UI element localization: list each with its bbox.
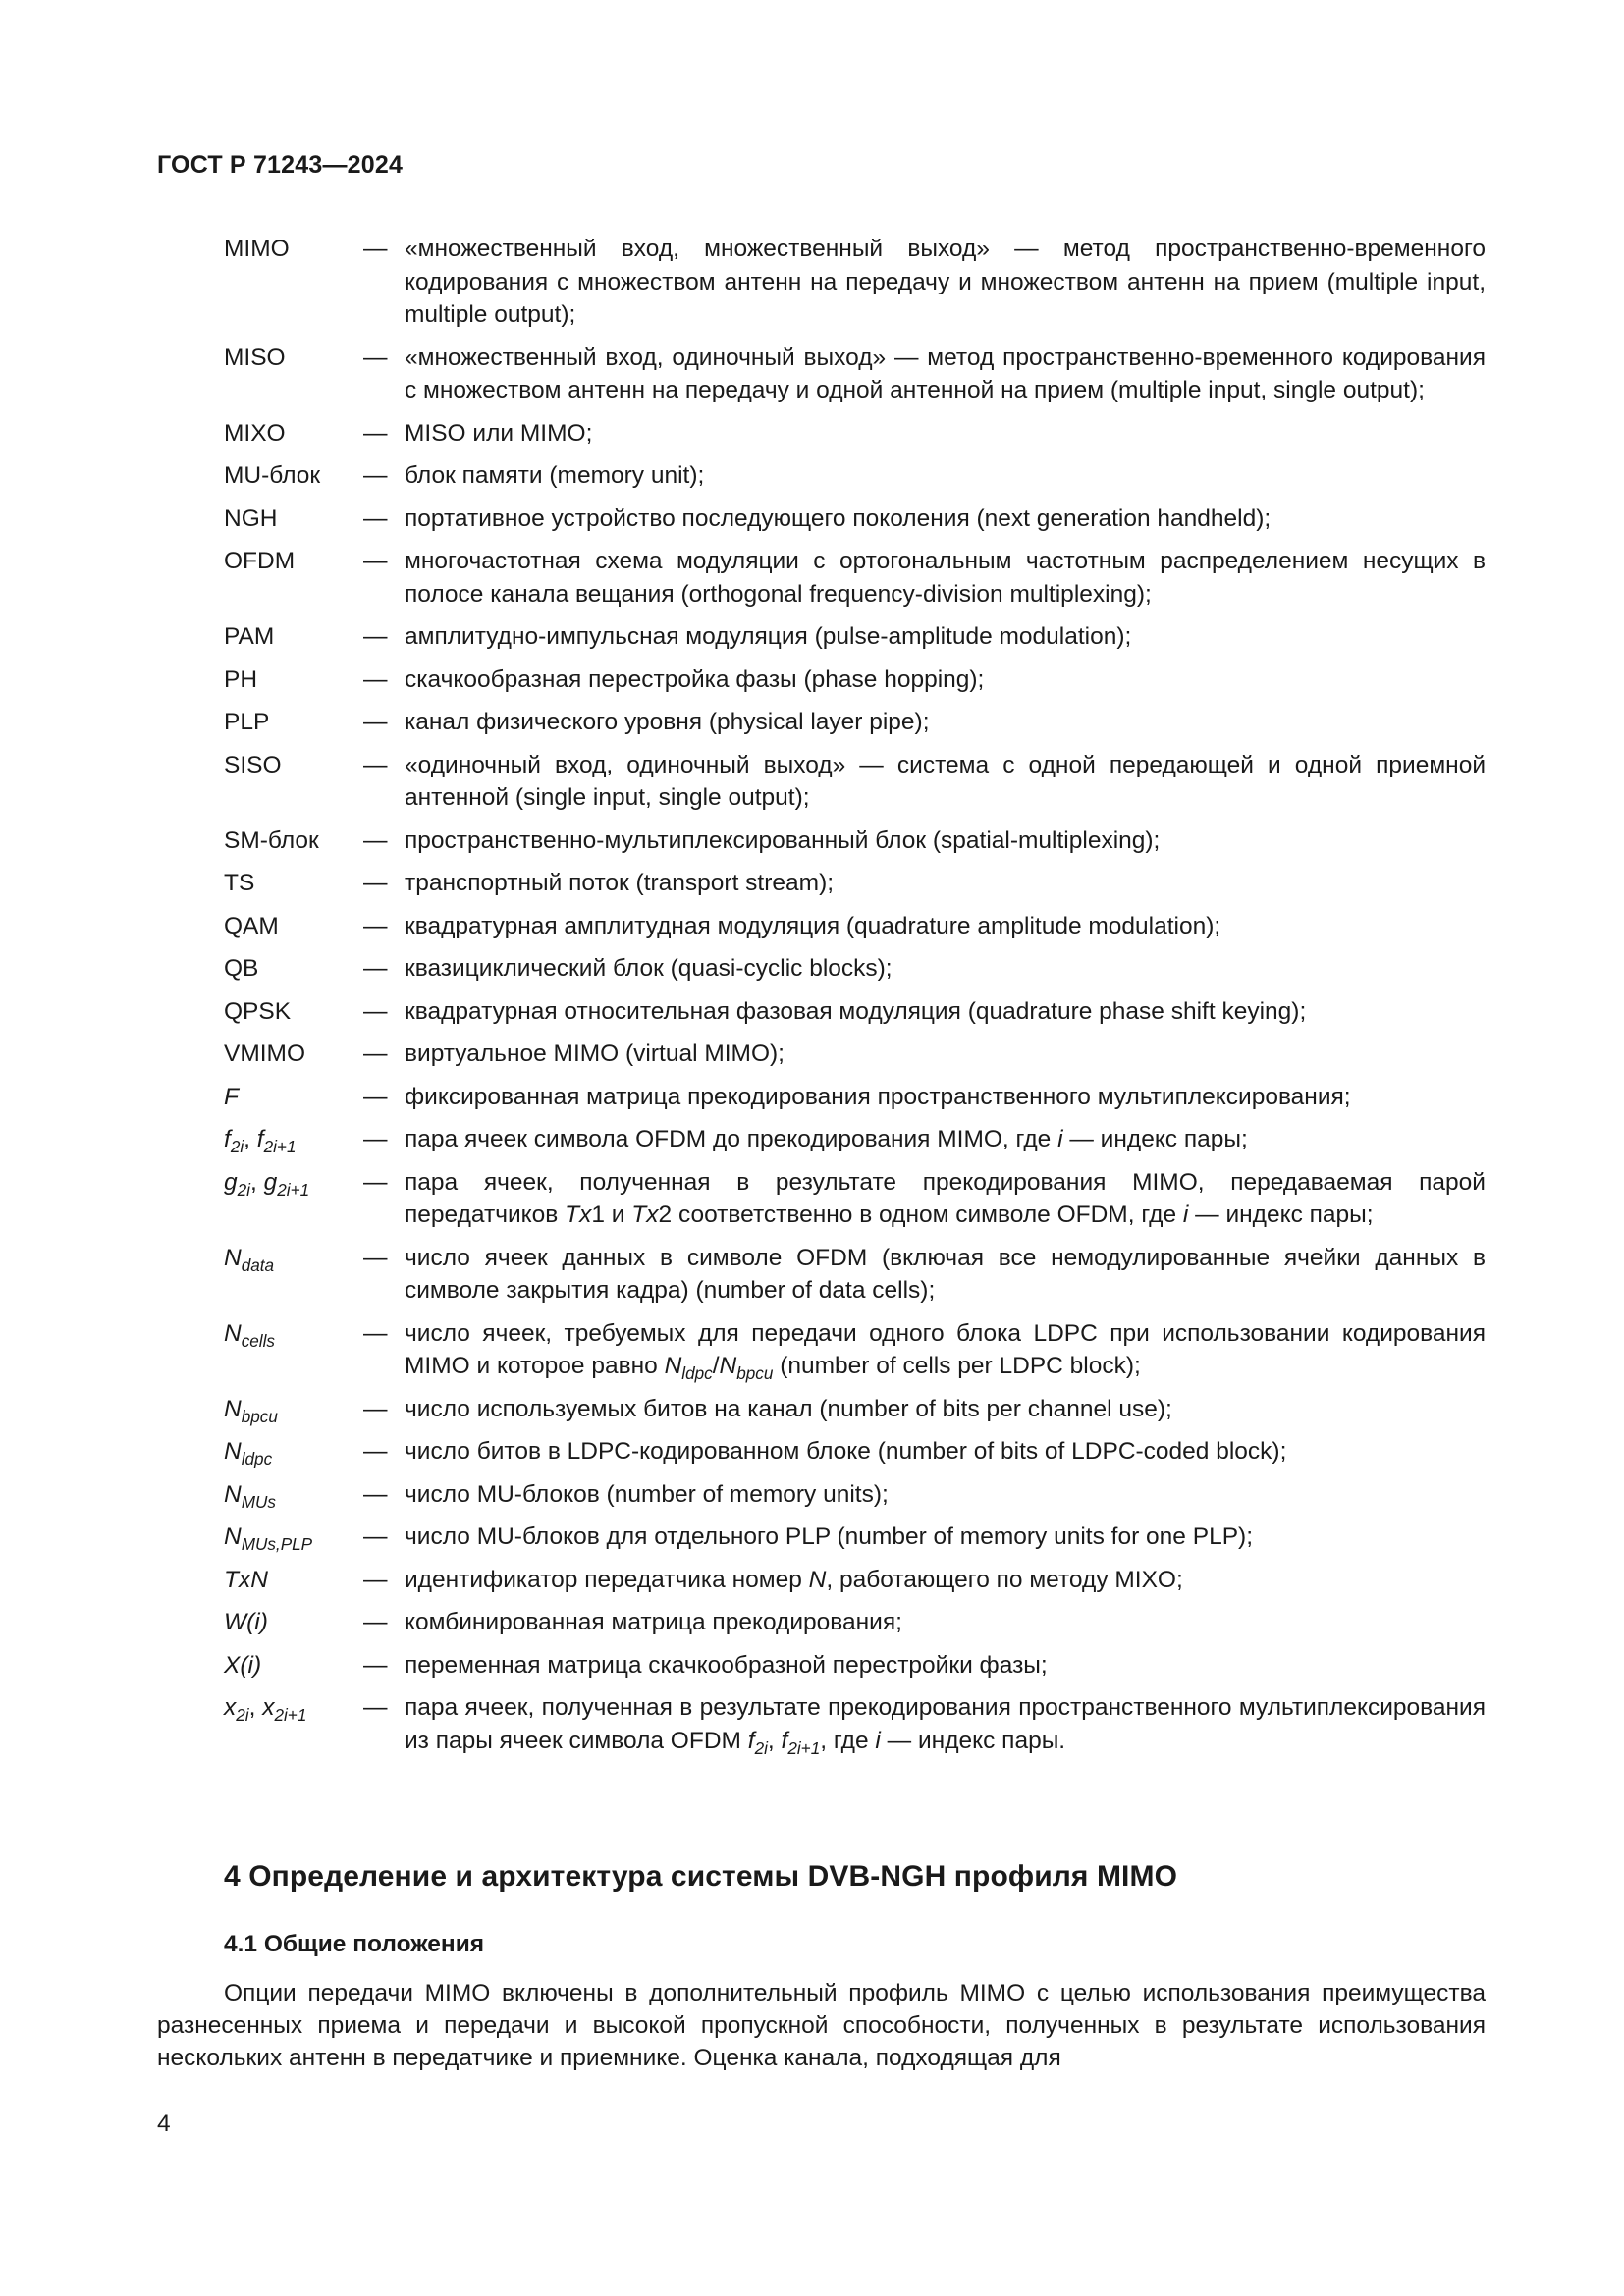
symbol-dash: — bbox=[363, 1395, 388, 1422]
symbol-definition: пара ячеек символа OFDM до прекодирования MIMO, где i — индекс пары; bbox=[405, 1126, 1248, 1152]
abbr-dash: — bbox=[363, 997, 388, 1025]
abbr-row-ts bbox=[224, 867, 1486, 900]
symbol-definition: фиксированная матрица прекодирования пространственного мультиплексирования; bbox=[405, 1083, 1351, 1110]
symbol-definition: число ячеек данных в символе OFDM (включая все немодулированные ячейки данных в символе закрытия кадра) (number of data cells); bbox=[405, 1244, 1486, 1304]
symbol-term: $N_{bpcu}$ bbox=[224, 1395, 278, 1426]
document-header: ГОСТ Р 71243—2024 bbox=[157, 151, 404, 179]
symbol-definition: переменная матрица скачкообразной перестройки фазы; bbox=[405, 1651, 1048, 1679]
symbol-term: $g_{2i}$, $g_{2i+1}$ bbox=[224, 1168, 310, 1200]
symbol-term: X(i) bbox=[224, 1651, 262, 1679]
symbol-dash: — bbox=[363, 1168, 388, 1196]
abbr-row-mixo bbox=[224, 417, 1486, 451]
abbr-definition: виртуальное MIMO (virtual MIMO); bbox=[405, 1041, 785, 1067]
abbr-term: MU-блок bbox=[224, 462, 321, 489]
abbr-definition: квадратурная амплитудная модуляция (quadrature amplitude modulation); bbox=[405, 912, 1221, 939]
symbol-dash: — bbox=[363, 1523, 388, 1550]
symbol-row-g-cells bbox=[224, 1166, 1486, 1232]
abbr-row-sm-block bbox=[224, 825, 1486, 858]
abbr-definition: MISO или MIMO; bbox=[405, 419, 593, 447]
abbr-row-ofdm bbox=[224, 545, 1486, 611]
abbr-term: QAM bbox=[224, 912, 279, 939]
abbr-definition: блок памяти (memory unit); bbox=[405, 462, 705, 489]
symbol-term: $x_{2i}$, $x_{2i+1}$ bbox=[224, 1694, 307, 1725]
symbol-row-xi bbox=[224, 1649, 1486, 1682]
abbr-definition: «множественный вход, множественный выход» — метод пространственно-временного кодирования с множеством антенн на передачу и множеством антенн на прием (multiple input, multiple output); bbox=[405, 236, 1486, 328]
symbol-dash: — bbox=[363, 1480, 388, 1508]
symbol-dash: — bbox=[363, 1651, 388, 1679]
abbr-dash: — bbox=[363, 709, 388, 735]
abbr-row-ph bbox=[224, 664, 1486, 697]
abbr-definition: квазициклический блок (quasi-cyclic blocks); bbox=[405, 955, 893, 982]
abbr-term: PAM bbox=[224, 623, 275, 650]
abbr-row-mimo bbox=[224, 233, 1486, 332]
abbr-term: SM-блок bbox=[224, 827, 319, 854]
abbreviations-list bbox=[224, 233, 1486, 1767]
abbr-definition: «одиночный вход, одиночный выход» — система с одной передающей и одной приемной антенной (single input, single output); bbox=[405, 751, 1486, 811]
symbol-row-nbpcu bbox=[224, 1393, 1486, 1426]
abbr-dash: — bbox=[363, 548, 388, 574]
abbr-dash: — bbox=[363, 236, 388, 262]
symbol-definition: число ячеек, требуемых для передачи одного блока LDPC при использовании кодирования MIMO и которое равно $N_{ldpc}/N_{bpcu}$ (number of cells per LDPC block); bbox=[405, 1319, 1486, 1383]
symbol-term: $N_{cells}$ bbox=[224, 1319, 275, 1351]
symbol-term: $N_{ldpc}$ bbox=[224, 1438, 273, 1468]
abbr-term: PLP bbox=[224, 709, 270, 735]
symbol-dash: — bbox=[363, 1694, 388, 1721]
abbr-dash: — bbox=[363, 419, 388, 447]
symbol-term: TxN bbox=[224, 1566, 268, 1593]
abbr-dash: — bbox=[363, 462, 388, 489]
abbr-definition: многочастотная схема модуляции с ортогональным частотным распределением несущих в полосе канала вещания (orthogonal frequency-division multiplexing); bbox=[405, 548, 1486, 608]
symbol-dash: — bbox=[363, 1083, 388, 1110]
abbr-row-plp bbox=[224, 706, 1486, 739]
abbr-row-qb bbox=[224, 952, 1486, 986]
abbr-term: OFDM bbox=[224, 548, 296, 574]
abbr-definition: скачкообразная перестройка фазы (phase hopping); bbox=[405, 666, 985, 693]
symbol-row-nldpc bbox=[224, 1435, 1486, 1468]
abbr-dash: — bbox=[363, 912, 388, 939]
symbol-row-nmus-plp bbox=[224, 1521, 1486, 1554]
abbr-definition: портативное устройство последующего поколения (next generation handheld); bbox=[405, 505, 1272, 532]
symbol-definition: комбинированная матрица прекодирования; bbox=[405, 1609, 902, 1635]
abbr-row-vmimo bbox=[224, 1038, 1486, 1071]
abbr-term: PH bbox=[224, 666, 258, 693]
symbol-dash: — bbox=[363, 1438, 388, 1465]
abbr-term: MIXO bbox=[224, 419, 286, 447]
abbr-term: TS bbox=[224, 870, 255, 896]
section-heading: 4 Определение и архитектура системы DVB-NGH профиля MIMO bbox=[224, 1860, 1178, 1893]
abbr-row-qam bbox=[224, 910, 1486, 943]
abbr-dash: — bbox=[363, 505, 388, 532]
symbol-row-txn bbox=[224, 1564, 1486, 1597]
symbol-dash: — bbox=[363, 1244, 388, 1271]
abbr-row-qpsk bbox=[224, 995, 1486, 1029]
abbr-term: VMIMO bbox=[224, 1041, 306, 1067]
symbol-row-x-cells bbox=[224, 1691, 1486, 1757]
symbol-row-f-matrix bbox=[224, 1081, 1486, 1114]
symbol-definition: пара ячеек, полученная в результате прекодирования пространственного мультиплексирования из пары ячеек символа OFDM $f_{2i}$, $f_{2i+1}$, где i — индекс пары. bbox=[405, 1694, 1486, 1758]
symbol-definition: число используемых битов на канал (number of bits per channel use); bbox=[405, 1395, 1172, 1422]
abbr-term: QPSK bbox=[224, 997, 292, 1025]
abbr-dash: — bbox=[363, 623, 388, 650]
symbol-term: $N_{data}$ bbox=[224, 1244, 275, 1275]
abbr-term: QB bbox=[224, 955, 259, 982]
page-number: 4 bbox=[157, 2110, 171, 2137]
abbr-dash: — bbox=[363, 344, 388, 371]
symbol-dash: — bbox=[363, 1609, 388, 1635]
symbol-dash: — bbox=[363, 1126, 388, 1152]
subsection-heading: 4.1 Общие положения bbox=[224, 1931, 485, 1957]
abbr-dash: — bbox=[363, 955, 388, 982]
abbr-dash: — bbox=[363, 1041, 388, 1067]
abbr-dash: — bbox=[363, 870, 388, 896]
abbr-row-pam bbox=[224, 620, 1486, 654]
abbr-row-miso bbox=[224, 342, 1486, 407]
abbr-definition: амплитудно-импульсная модуляция (pulse-amplitude modulation); bbox=[405, 623, 1132, 650]
symbol-term: $N_{MUs}$ bbox=[224, 1480, 276, 1512]
body-paragraph: Опции передачи MIMO включены в дополнительный профиль MIMO с целью использования преимущества разнесенных приема и передачи и высокой пропускной способности, полученных в результате использования нескольких антенн в передатчике и приемнике. Оценка канала, подходящая для bbox=[157, 1980, 1486, 2071]
symbol-row-wi bbox=[224, 1606, 1486, 1639]
symbol-definition: идентификатор передатчика номер N, работающего по методу MIXO; bbox=[405, 1566, 1183, 1593]
abbr-definition: транспортный поток (transport stream); bbox=[405, 870, 835, 896]
abbr-row-ngh bbox=[224, 503, 1486, 536]
abbr-term: MIMO bbox=[224, 236, 290, 262]
symbol-definition: число MU-блоков для отдельного PLP (number of memory units for one PLP); bbox=[405, 1523, 1253, 1550]
symbol-row-f-cells bbox=[224, 1123, 1486, 1156]
symbol-term: $f_{2i}$, $f_{2i+1}$ bbox=[224, 1126, 297, 1156]
symbol-term: F bbox=[224, 1083, 239, 1110]
abbr-dash: — bbox=[363, 666, 388, 693]
abbr-definition: канал физического уровня (physical layer pipe); bbox=[405, 709, 930, 735]
symbol-definition: число битов в LDPC-кодированном блоке (number of bits of LDPC-coded block); bbox=[405, 1438, 1287, 1465]
abbr-row-mu-block bbox=[224, 459, 1486, 493]
abbr-definition: пространственно-мультиплексированный блок (spatial-multiplexing); bbox=[405, 827, 1161, 854]
symbol-dash: — bbox=[363, 1319, 388, 1347]
abbr-row-siso bbox=[224, 749, 1486, 815]
symbol-row-ndata bbox=[224, 1242, 1486, 1308]
abbr-term: MISO bbox=[224, 344, 286, 371]
symbol-term: W(i) bbox=[224, 1609, 268, 1635]
symbol-dash: — bbox=[363, 1566, 388, 1593]
abbr-term: SISO bbox=[224, 751, 282, 778]
symbol-definition: число MU-блоков (number of memory units); bbox=[405, 1480, 889, 1508]
abbr-dash: — bbox=[363, 827, 388, 854]
symbol-term: $N_{MUs,PLP}$ bbox=[224, 1523, 313, 1554]
symbol-row-nmus bbox=[224, 1478, 1486, 1512]
symbol-row-ncells bbox=[224, 1317, 1486, 1383]
abbr-definition: «множественный вход, одиночный выход» — метод пространственно-временного кодирования с множеством антенн на передачу и одной антенной на прием (multiple input, single output); bbox=[405, 344, 1486, 403]
abbr-term: NGH bbox=[224, 505, 278, 532]
symbol-definition: пара ячеек, полученная в результате прекодирования MIMO, передаваемая парой передатчиков Tx1 и Tx2 соответственно в одном символе OFDM, где i — индекс пары; bbox=[405, 1168, 1486, 1228]
abbr-definition: квадратурная относительная фазовая модуляция (quadrature phase shift keying); bbox=[405, 997, 1307, 1025]
abbr-dash: — bbox=[363, 751, 388, 778]
